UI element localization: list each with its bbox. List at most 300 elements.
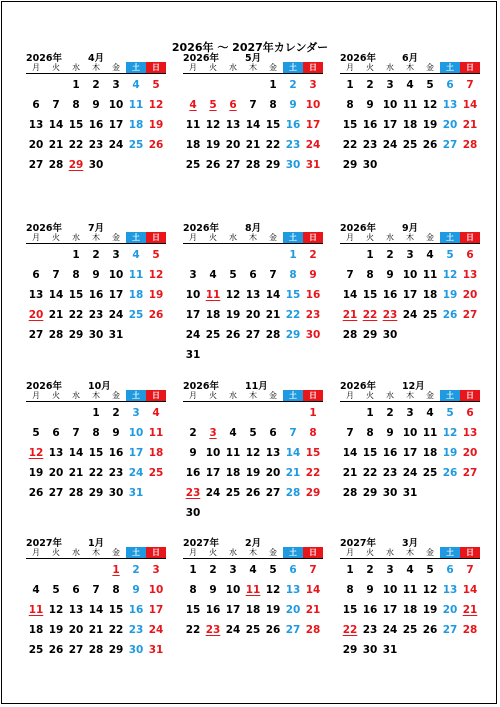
- day-cell: 14: [88, 604, 104, 616]
- day-cell: 19: [422, 119, 438, 131]
- day-cell: 11: [148, 427, 164, 439]
- day-cell: 18: [185, 139, 201, 151]
- holiday-date: 23: [185, 487, 201, 499]
- month-year-label: 2026年: [26, 53, 62, 64]
- day-cell: 27: [68, 644, 84, 656]
- day-cell: 25: [28, 644, 44, 656]
- day-cell: 23: [88, 139, 104, 151]
- day-cell: 6: [466, 407, 474, 419]
- day-cell: 3: [386, 564, 394, 576]
- weekday-label: 日: [303, 390, 323, 401]
- day-grid: [26, 74, 166, 175]
- day-cell: 12: [148, 99, 164, 111]
- weekday-label: 土: [440, 547, 460, 558]
- day-cell: 17: [382, 604, 398, 616]
- day-cell: 27: [442, 139, 458, 151]
- day-cell: 22: [68, 139, 84, 151]
- empty-cell: [223, 403, 243, 423]
- day-cell: 22: [305, 467, 321, 479]
- weekday-label: 木: [249, 548, 257, 557]
- month-year-label: 2026年: [340, 223, 376, 234]
- weekday-label: 土: [440, 390, 460, 401]
- weekday-label: 金: [269, 63, 277, 72]
- day-cell: 28: [342, 329, 358, 341]
- weekday-label: 金: [112, 391, 120, 400]
- day-cell: 28: [462, 624, 478, 636]
- day-cell: 28: [285, 487, 301, 499]
- day-cell: 21: [245, 139, 261, 151]
- month-label: 6月: [402, 53, 419, 64]
- day-cell: 20: [462, 289, 478, 301]
- page-title: 2026年 ～ 2027年カレンダー: [171, 41, 329, 54]
- day-cell: 11: [225, 447, 241, 459]
- day-cell: 29: [342, 644, 358, 656]
- day-cell: 14: [305, 584, 321, 596]
- day-cell: 26: [205, 159, 221, 171]
- day-cell: 14: [342, 289, 358, 301]
- weekday-label: 土: [126, 390, 146, 401]
- day-grid: [26, 244, 166, 345]
- weekday-label: 水: [72, 233, 80, 242]
- empty-cell: [46, 403, 66, 423]
- day-cell: 7: [92, 584, 100, 596]
- weekday-label: 日: [460, 232, 480, 243]
- day-cell: 26: [48, 644, 64, 656]
- day-cell: 27: [28, 329, 44, 341]
- day-cell: 17: [128, 447, 144, 459]
- weekday-label: 日: [460, 62, 480, 73]
- weekday-label: 水: [386, 63, 394, 72]
- month-year-label: 2026年: [183, 381, 219, 392]
- day-cell: 6: [269, 427, 277, 439]
- day-cell: 27: [245, 329, 261, 341]
- day-cell: 21: [88, 624, 104, 636]
- weekday-label: 月: [189, 391, 197, 400]
- day-cell: 20: [285, 604, 301, 616]
- day-cell: 21: [48, 139, 64, 151]
- weekday-label: 月: [189, 63, 197, 72]
- day-cell: 21: [462, 119, 478, 131]
- month-header: [340, 50, 480, 62]
- day-cell: 17: [382, 119, 398, 131]
- day-cell: 27: [265, 487, 281, 499]
- day-cell: 10: [305, 99, 321, 111]
- empty-cell: [26, 245, 46, 265]
- day-cell: 29: [265, 159, 281, 171]
- day-cell: 28: [88, 644, 104, 656]
- day-cell: 13: [442, 99, 458, 111]
- weekday-label: 火: [52, 63, 60, 72]
- day-cell: 22: [88, 467, 104, 479]
- weekday-label: 火: [366, 391, 374, 400]
- holiday-date: 23: [205, 624, 221, 636]
- weekday-label: 月: [189, 233, 197, 242]
- month-calendar: [26, 50, 166, 175]
- month-header: [340, 535, 480, 547]
- day-cell: 28: [342, 487, 358, 499]
- day-cell: 2: [132, 564, 140, 576]
- day-cell: 5: [426, 564, 434, 576]
- weekday-label: 木: [406, 233, 414, 242]
- day-grid: [183, 402, 323, 523]
- day-cell: 21: [265, 309, 281, 321]
- day-cell: 6: [446, 564, 454, 576]
- day-cell: 9: [112, 427, 120, 439]
- day-grid: [183, 74, 323, 175]
- day-grid: [26, 559, 166, 660]
- day-cell: 24: [108, 139, 124, 151]
- day-cell: 21: [342, 467, 358, 479]
- weekday-label: 木: [249, 63, 257, 72]
- day-cell: 18: [128, 119, 144, 131]
- day-cell: 27: [442, 624, 458, 636]
- weekday-label: 日: [303, 232, 323, 243]
- day-cell: 15: [185, 604, 201, 616]
- day-cell: 5: [229, 269, 237, 281]
- weekday-label: 水: [386, 233, 394, 242]
- day-cell: 12: [225, 289, 241, 301]
- day-cell: 10: [382, 584, 398, 596]
- weekday-label: 金: [426, 233, 434, 242]
- day-cell: 25: [205, 329, 221, 341]
- weekday-label: 月: [346, 63, 354, 72]
- day-cell: 7: [346, 427, 354, 439]
- day-cell: 30: [128, 644, 144, 656]
- day-cell: 1: [269, 79, 277, 91]
- month-calendar: [340, 378, 480, 503]
- day-cell: 1: [92, 407, 100, 419]
- day-cell: 3: [406, 407, 414, 419]
- day-cell: 4: [406, 564, 414, 576]
- empty-cell: [203, 75, 223, 95]
- day-grid: [340, 402, 480, 503]
- weekday-label: 土: [126, 62, 146, 73]
- day-cell: 29: [285, 329, 301, 341]
- month-label: 10月: [88, 381, 111, 392]
- day-cell: 22: [265, 139, 281, 151]
- empty-cell: [66, 403, 86, 423]
- day-cell: 5: [426, 79, 434, 91]
- weekday-label: 木: [406, 548, 414, 557]
- day-cell: 14: [265, 289, 281, 301]
- day-cell: 10: [128, 427, 144, 439]
- empty-cell: [263, 403, 283, 423]
- day-cell: 30: [88, 159, 104, 171]
- day-cell: 16: [205, 604, 221, 616]
- day-cell: 1: [366, 249, 374, 261]
- day-cell: 11: [422, 427, 438, 439]
- day-cell: 19: [442, 447, 458, 459]
- day-cell: 29: [68, 329, 84, 341]
- day-cell: 15: [285, 289, 301, 301]
- day-cell: 22: [342, 139, 358, 151]
- day-cell: 15: [342, 604, 358, 616]
- day-cell: 18: [422, 447, 438, 459]
- empty-cell: [283, 403, 303, 423]
- day-cell: 4: [249, 564, 257, 576]
- day-cell: 31: [402, 487, 418, 499]
- day-cell: 2: [366, 564, 374, 576]
- day-grid: [340, 74, 480, 175]
- empty-cell: [223, 75, 243, 95]
- holiday-date: 4: [189, 99, 197, 111]
- day-cell: 5: [249, 427, 257, 439]
- day-cell: 19: [265, 604, 281, 616]
- empty-cell: [263, 245, 283, 265]
- day-cell: 23: [305, 309, 321, 321]
- holiday-date: 21: [342, 309, 358, 321]
- day-cell: 9: [92, 269, 100, 281]
- day-cell: 13: [462, 427, 478, 439]
- day-cell: 25: [402, 139, 418, 151]
- empty-cell: [340, 403, 360, 423]
- day-cell: 23: [382, 467, 398, 479]
- day-cell: 8: [289, 269, 297, 281]
- day-cell: 5: [52, 584, 60, 596]
- day-cell: 12: [148, 269, 164, 281]
- day-cell: 25: [148, 467, 164, 479]
- day-cell: 21: [68, 467, 84, 479]
- weekday-label: 月: [346, 391, 354, 400]
- weekday-label: 木: [406, 63, 414, 72]
- day-cell: 16: [362, 119, 378, 131]
- day-cell: 11: [128, 99, 144, 111]
- day-cell: 4: [32, 584, 40, 596]
- day-cell: 17: [108, 289, 124, 301]
- day-cell: 12: [205, 119, 221, 131]
- day-cell: 26: [245, 487, 261, 499]
- weekday-label: 火: [52, 548, 60, 557]
- day-cell: 5: [269, 564, 277, 576]
- day-cell: 21: [48, 309, 64, 321]
- day-cell: 3: [229, 564, 237, 576]
- day-cell: 6: [72, 584, 80, 596]
- weekday-label: 日: [303, 62, 323, 73]
- day-cell: 26: [148, 139, 164, 151]
- empty-cell: [183, 245, 203, 265]
- day-cell: 19: [48, 624, 64, 636]
- day-cell: 6: [289, 564, 297, 576]
- month-year-label: 2027年: [26, 538, 62, 549]
- empty-cell: [46, 560, 66, 580]
- day-cell: 3: [152, 564, 160, 576]
- day-cell: 24: [305, 139, 321, 151]
- weekday-label: 水: [72, 548, 80, 557]
- day-cell: 29: [305, 487, 321, 499]
- month-calendar: [26, 378, 166, 503]
- day-cell: 30: [382, 487, 398, 499]
- day-cell: 28: [265, 329, 281, 341]
- weekday-label: 金: [112, 233, 120, 242]
- month-year-label: 2027年: [183, 538, 219, 549]
- day-cell: 2: [112, 407, 120, 419]
- day-cell: 26: [442, 309, 458, 321]
- weekday-label: 火: [209, 63, 217, 72]
- day-cell: 3: [406, 249, 414, 261]
- day-cell: 19: [148, 119, 164, 131]
- day-cell: 24: [225, 624, 241, 636]
- holiday-date: 23: [382, 309, 398, 321]
- day-cell: 5: [152, 249, 160, 261]
- day-cell: 26: [148, 309, 164, 321]
- day-cell: 28: [305, 624, 321, 636]
- weekday-label: 火: [209, 233, 217, 242]
- day-cell: 25: [245, 624, 261, 636]
- day-cell: 19: [422, 604, 438, 616]
- weekday-label: 木: [249, 233, 257, 242]
- day-cell: 17: [402, 447, 418, 459]
- day-cell: 14: [48, 289, 64, 301]
- day-cell: 9: [209, 584, 217, 596]
- day-cell: 1: [346, 564, 354, 576]
- day-cell: 20: [442, 119, 458, 131]
- month-label: 8月: [245, 223, 262, 234]
- day-cell: 9: [366, 99, 374, 111]
- day-cell: 2: [309, 249, 317, 261]
- day-cell: 17: [185, 309, 201, 321]
- day-cell: 20: [68, 624, 84, 636]
- day-cell: 7: [289, 427, 297, 439]
- day-cell: 14: [342, 447, 358, 459]
- weekday-label: 水: [72, 63, 80, 72]
- weekday-label: 金: [269, 233, 277, 242]
- day-cell: 4: [152, 407, 160, 419]
- month-header: [340, 378, 480, 390]
- weekday-label: 月: [32, 233, 40, 242]
- empty-cell: [26, 560, 46, 580]
- day-cell: 25: [225, 487, 241, 499]
- day-cell: 20: [245, 309, 261, 321]
- day-cell: 24: [128, 467, 144, 479]
- weekday-label: 水: [229, 391, 237, 400]
- weekday-label: 水: [386, 391, 394, 400]
- day-cell: 20: [225, 139, 241, 151]
- holiday-date: 5: [209, 99, 217, 111]
- weekday-label: 金: [112, 548, 120, 557]
- day-cell: 30: [382, 329, 398, 341]
- day-cell: 16: [88, 119, 104, 131]
- day-cell: 22: [362, 467, 378, 479]
- day-cell: 10: [225, 584, 241, 596]
- day-cell: 15: [108, 604, 124, 616]
- empty-cell: [340, 245, 360, 265]
- day-cell: 26: [225, 329, 241, 341]
- weekday-label: 木: [92, 391, 100, 400]
- day-cell: 14: [462, 99, 478, 111]
- month-label: 2月: [245, 538, 262, 549]
- day-cell: 30: [305, 329, 321, 341]
- day-cell: 23: [362, 624, 378, 636]
- day-cell: 20: [462, 447, 478, 459]
- day-cell: 9: [289, 99, 297, 111]
- weekday-label: 木: [406, 391, 414, 400]
- empty-cell: [243, 403, 263, 423]
- day-cell: 18: [402, 119, 418, 131]
- day-cell: 25: [422, 309, 438, 321]
- day-cell: 23: [108, 467, 124, 479]
- day-cell: 12: [422, 99, 438, 111]
- day-cell: 17: [148, 604, 164, 616]
- month-label: 7月: [88, 223, 105, 234]
- weekday-label: 火: [366, 63, 374, 72]
- month-year-label: 2026年: [340, 53, 376, 64]
- weekday-label: 金: [426, 391, 434, 400]
- month-year-label: 2026年: [26, 381, 62, 392]
- weekday-label: 木: [92, 548, 100, 557]
- day-cell: 1: [366, 407, 374, 419]
- day-cell: 12: [48, 604, 64, 616]
- holiday-date: 21: [462, 604, 478, 616]
- weekday-label: 金: [426, 63, 434, 72]
- day-cell: 9: [386, 427, 394, 439]
- day-cell: 18: [205, 309, 221, 321]
- day-cell: 7: [466, 79, 474, 91]
- month-calendar: [183, 220, 323, 365]
- weekday-label: 木: [92, 63, 100, 72]
- month-calendar: [340, 220, 480, 345]
- empty-cell: [203, 245, 223, 265]
- month-header: [340, 220, 480, 232]
- day-cell: 28: [68, 487, 84, 499]
- day-cell: 5: [32, 427, 40, 439]
- day-cell: 22: [68, 309, 84, 321]
- day-cell: 24: [108, 309, 124, 321]
- weekday-label: 土: [283, 547, 303, 558]
- weekday-label: 月: [189, 548, 197, 557]
- day-cell: 24: [382, 624, 398, 636]
- day-cell: 14: [48, 119, 64, 131]
- month-label: 12月: [402, 381, 425, 392]
- holiday-date: 11: [28, 604, 44, 616]
- day-cell: 6: [446, 79, 454, 91]
- day-cell: 7: [249, 99, 257, 111]
- month-calendar: [183, 378, 323, 523]
- holiday-date: 22: [342, 624, 358, 636]
- month-year-label: 2026年: [340, 381, 376, 392]
- weekday-label: 火: [209, 391, 217, 400]
- month-label: 5月: [245, 53, 262, 64]
- day-cell: 1: [346, 79, 354, 91]
- month-year-label: 2026年: [183, 53, 219, 64]
- day-cell: 10: [402, 269, 418, 281]
- day-cell: 12: [442, 269, 458, 281]
- day-cell: 11: [185, 119, 201, 131]
- day-cell: 10: [148, 584, 164, 596]
- day-cell: 11: [128, 269, 144, 281]
- day-cell: 27: [462, 467, 478, 479]
- day-cell: 12: [422, 584, 438, 596]
- weekday-label: 土: [283, 232, 303, 243]
- day-cell: 22: [108, 624, 124, 636]
- day-grid: [340, 559, 480, 660]
- holiday-date: 20: [28, 309, 44, 321]
- day-cell: 18: [148, 447, 164, 459]
- weekday-label: 火: [52, 391, 60, 400]
- day-cell: 6: [32, 99, 40, 111]
- day-cell: 13: [265, 447, 281, 459]
- day-cell: 5: [446, 249, 454, 261]
- day-cell: 23: [128, 624, 144, 636]
- weekday-label: 日: [460, 547, 480, 558]
- month-header: [26, 50, 166, 62]
- day-cell: 29: [108, 644, 124, 656]
- day-cell: 7: [52, 269, 60, 281]
- weekday-label: 月: [32, 391, 40, 400]
- day-cell: 1: [72, 249, 80, 261]
- month-calendar: [340, 50, 480, 175]
- weekday-label: 土: [283, 62, 303, 73]
- day-cell: 25: [422, 467, 438, 479]
